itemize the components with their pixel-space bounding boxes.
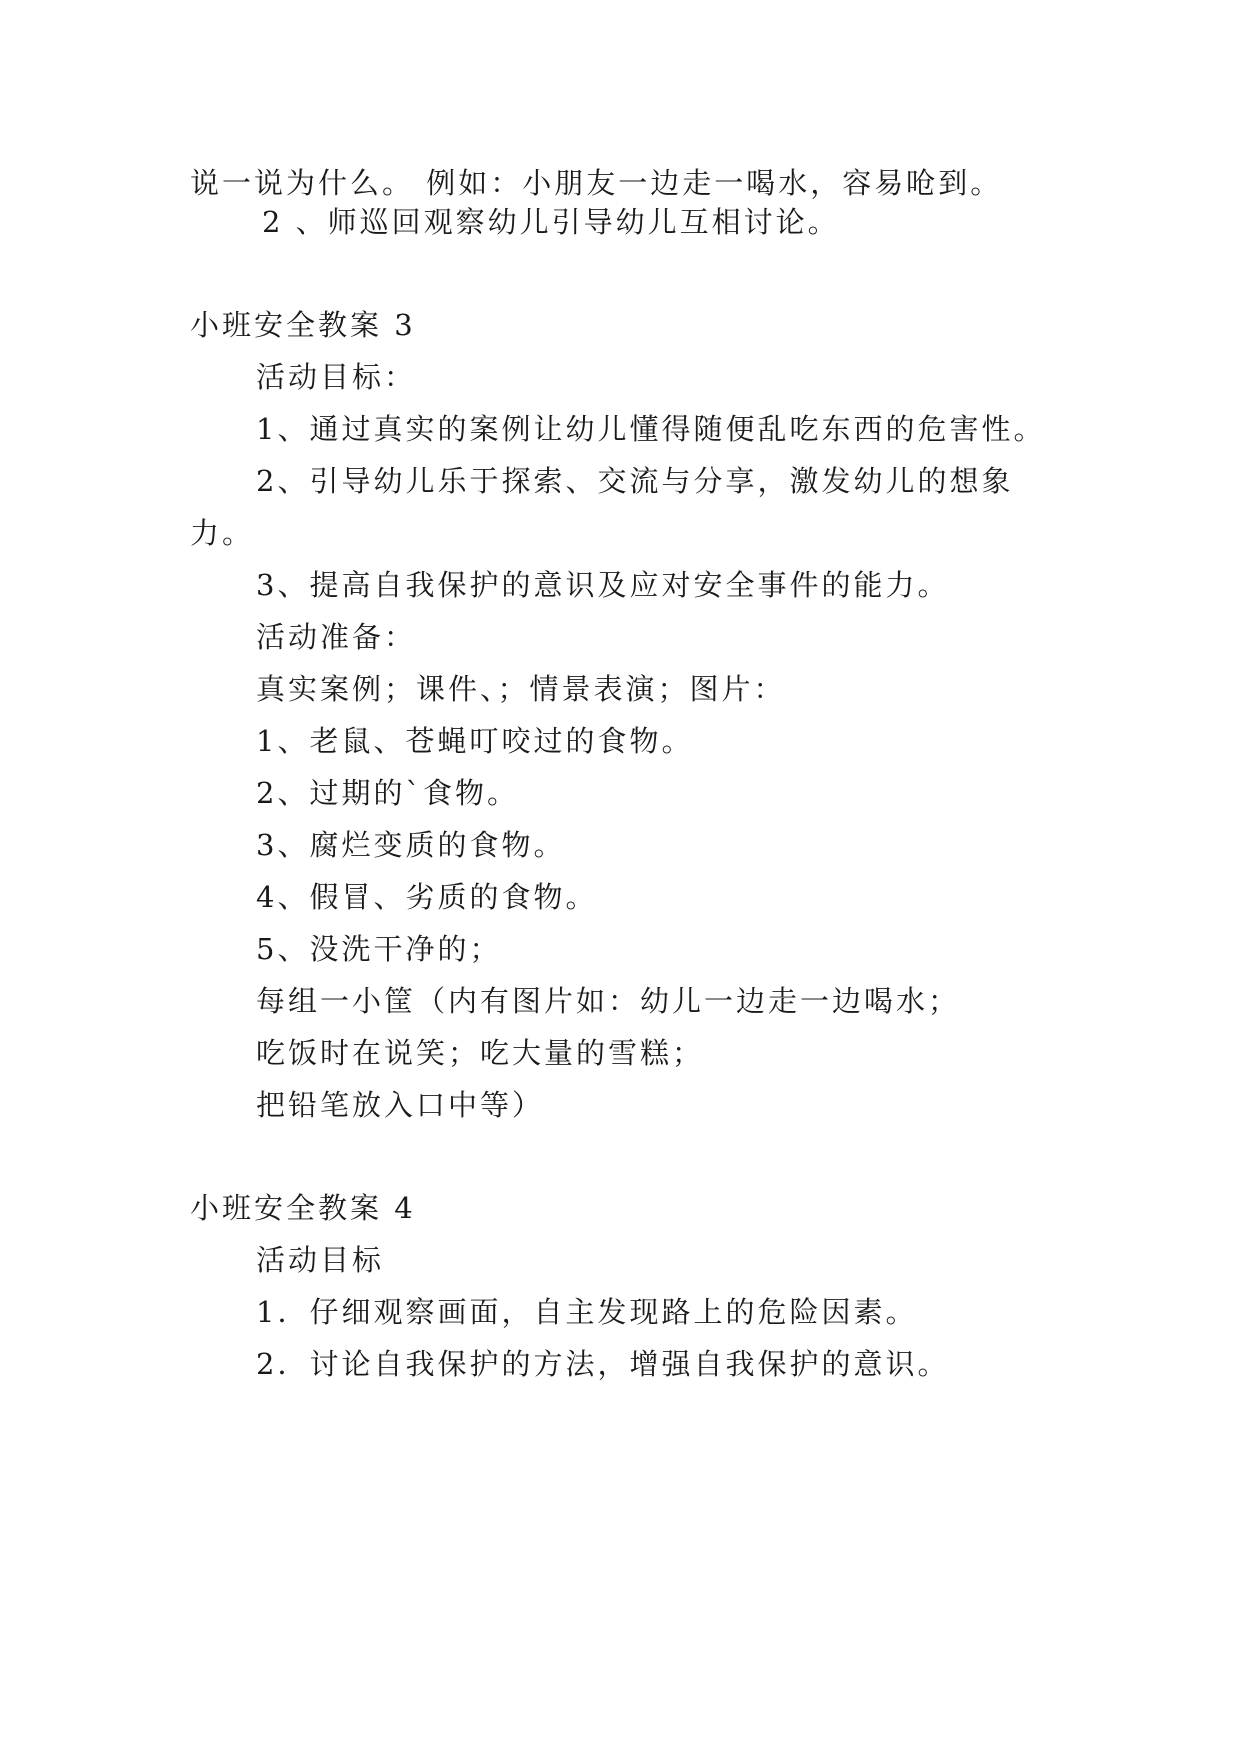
goal-item: 2．讨论自我保护的方法，增强自我保护的意识。 bbox=[256, 1347, 950, 1381]
preparation-item: 5、没洗干净的； bbox=[256, 932, 502, 966]
preparation-item: 2、过期的`食物。 bbox=[256, 776, 519, 810]
goal-item: 1、通过真实的案例让幼儿懂得随便乱吃东西的危害性。 bbox=[256, 412, 1046, 446]
basket-description: 吃饭时在说笑；吃大量的雪糕； bbox=[256, 1036, 705, 1070]
preparation-item: 1、老鼠、苍蝇叮咬过的食物。 bbox=[256, 724, 694, 758]
section-heading: 小班安全教案 4 bbox=[190, 1191, 416, 1225]
subheading-goals: 活动目标： bbox=[256, 360, 417, 394]
preparation-intro: 真实案例；课件、；情景表演；图片： bbox=[256, 672, 786, 706]
basket-description: 把铅笔放入口中等） bbox=[256, 1088, 545, 1122]
preparation-item: 3、腐烂变质的食物。 bbox=[256, 828, 566, 862]
body-text-line: 2 、师巡回观察幼儿引导幼儿互相讨论。 bbox=[262, 205, 840, 239]
subheading-goals: 活动目标 bbox=[256, 1243, 385, 1277]
section-heading: 小班安全教案 3 bbox=[190, 308, 416, 342]
preparation-item: 4、假冒、劣质的食物。 bbox=[256, 880, 598, 914]
basket-description: 每组一小筐（内有图片如：幼儿一边走一边喝水； bbox=[256, 984, 961, 1018]
goal-item: 3、提高自我保护的意识及应对安全事件的能力。 bbox=[256, 568, 950, 602]
goal-item: 1．仔细观察画面，自主发现路上的危险因素。 bbox=[256, 1295, 918, 1329]
goal-item: 2、引导幼儿乐于探索、交流与分享，激发幼儿的想象 bbox=[256, 464, 1014, 498]
goal-item-continuation: 力。 bbox=[190, 516, 255, 550]
subheading-preparation: 活动准备： bbox=[256, 620, 417, 654]
body-text-line: 说一说为什么。 例如：小朋友一边走一喝水，容易呛到。 bbox=[190, 166, 1003, 200]
